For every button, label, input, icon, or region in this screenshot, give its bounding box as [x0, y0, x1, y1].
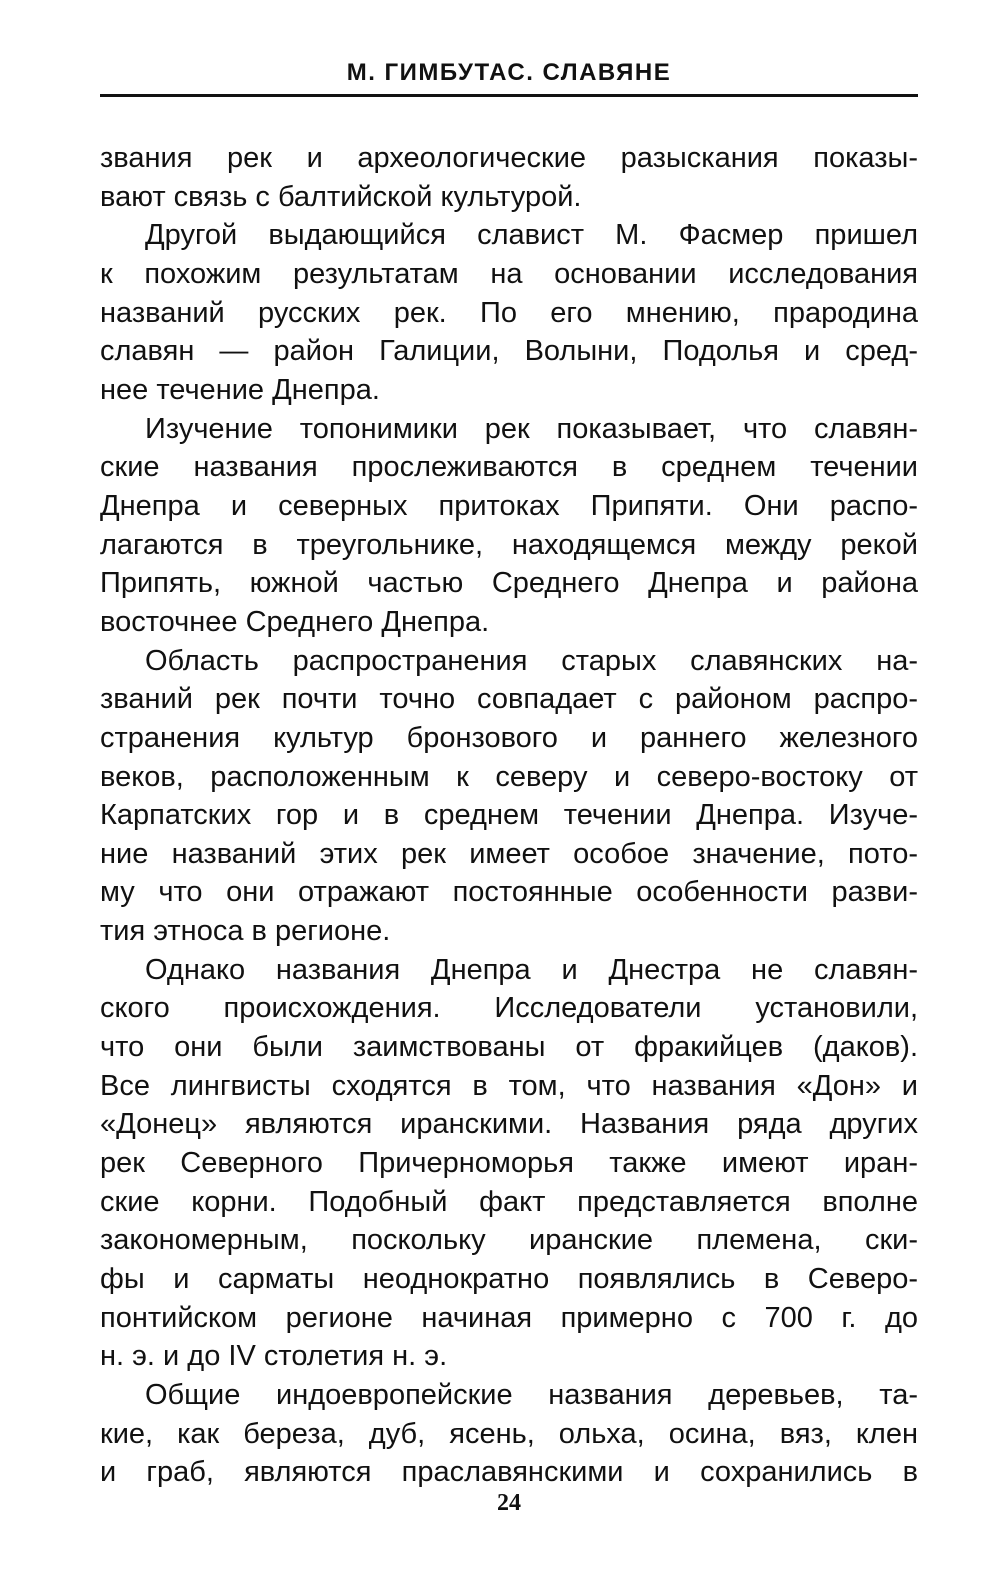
- text-line: вают связь с балтийской культурой.: [100, 180, 582, 213]
- paragraph: [100, 642, 918, 951]
- page-number: 24: [497, 1490, 521, 1516]
- text-line: Изучение топонимики рек показывает, что славян-: [145, 412, 918, 445]
- text-line: Область распространения старых славянских на-: [145, 644, 918, 677]
- text-line: восточнее Среднего Днепра.: [100, 605, 490, 638]
- text-line: му что они отражают постоянные особенности разви-: [100, 876, 918, 909]
- text-line: фы и сарматы неоднократно появлялись в Северо-: [100, 1263, 918, 1296]
- paragraph: [100, 1376, 918, 1492]
- text-line: Однако названия Днепра и Днестра не славян-: [145, 953, 918, 986]
- text-line: Другой выдающийся славист М. Фасмер пришел: [145, 219, 918, 252]
- text-line: веков, расположенным к северу и северо-востоку от: [100, 760, 918, 793]
- text-line: странения культур бронзового и раннего железного: [100, 721, 918, 754]
- text-line: н. э. и до IV столетия н. э.: [100, 1340, 448, 1373]
- paragraph: [100, 216, 918, 409]
- text-line: славян — район Галиции, Волыни, Подолья и сред-: [100, 335, 918, 368]
- running-head: М. ГИМБУТАС. СЛАВЯНЕ: [346, 59, 672, 86]
- text-line: Карпатских гор и в среднем течении Днепра. Изуче-: [100, 799, 918, 832]
- text-line: названий русских рек. По его мнению, прародина: [100, 296, 918, 329]
- header-rule: [100, 94, 918, 97]
- paragraph: [100, 410, 918, 642]
- text-line: нее течение Днепра.: [100, 373, 380, 406]
- text-line: понтийском регионе начиная примерно с 700 г. до: [100, 1301, 918, 1334]
- text-line: лагаются в треугольнике, находящемся между рекой: [100, 528, 918, 561]
- text-line: звания рек и археологические разыскания показы-: [100, 142, 918, 174]
- text-line: тия этноса в регионе.: [100, 915, 391, 948]
- text-line: и граб, являются праславянскими и сохранились в: [100, 1456, 918, 1489]
- body-text: [100, 139, 918, 1492]
- text-line: кие, как береза, дуб, ясень, ольха, осина, вяз, клен: [100, 1417, 918, 1450]
- text-line: закономерным, поскольку иранские племена, ски-: [100, 1224, 918, 1257]
- text-line: «Донец» являются иранскими. Названия ряда других: [100, 1108, 918, 1141]
- text-line: что они были заимствованы от фракийцев (даков).: [100, 1031, 918, 1064]
- text-line: ского происхождения. Исследователи установили,: [100, 992, 918, 1025]
- text-line: Припять, южной частью Среднего Днепра и района: [100, 567, 918, 600]
- text-line: Общие индоевропейские названия деревьев, та-: [145, 1379, 918, 1411]
- text-line: рек Северного Причерноморья также имеют иран-: [100, 1147, 918, 1180]
- text-line: ские корни. Подобный факт представляется вполне: [100, 1185, 918, 1218]
- text-line: Все лингвисты сходятся в том, что названия «Дон» и: [100, 1069, 918, 1102]
- text-line: ние названий этих рек имеет особое значение, пото-: [100, 837, 918, 870]
- paragraph: [100, 139, 918, 216]
- text-line: ские названия прослеживаются в среднем течении: [100, 451, 918, 484]
- text-line: званий рек почти точно совпадает с районом распро-: [100, 683, 918, 716]
- paragraph: [100, 951, 918, 1376]
- text-line: к похожим результатам на основании исследования: [100, 257, 918, 290]
- text-line: Днепра и северных притоках Припяти. Они распо-: [100, 489, 918, 522]
